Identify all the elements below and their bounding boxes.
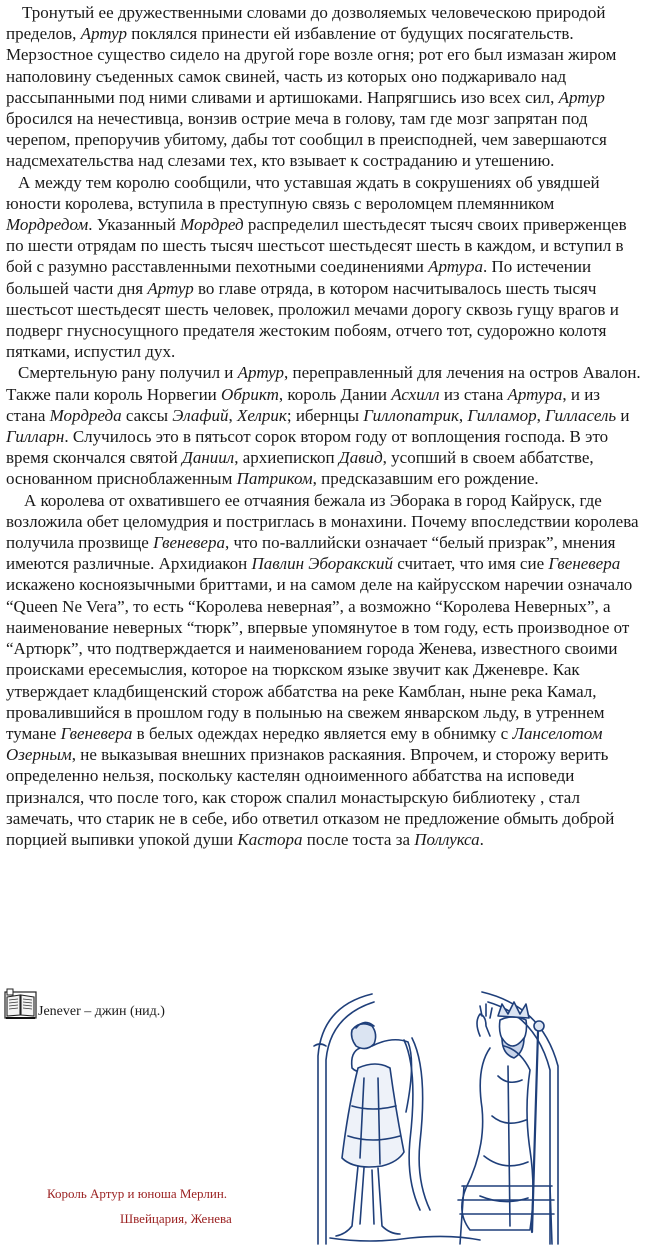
text-run: , не выказывая внешних признаков раскаяния. Впрочем, и сторожу верить определенно нельзя, поскольку кастелян одноименного аббатства на исповеди признался, что после того, как сторож спалил монастырскую библиотеку , стал замечать, что старик не в себе, ибо ответил отказом не предложение обмыть доброй порцией выпивки упокой души xyxy=(6,745,615,849)
text-run: , король Дании xyxy=(278,384,392,404)
text-run: . xyxy=(479,829,484,849)
name-run: Кастора xyxy=(237,829,303,849)
text-run: после тоста за xyxy=(302,829,415,849)
text-run: искажено косноязычными бриттами, и на самом деле на кайрусском наречии означало “Queen Ne Vera”, то есть “Королева неверная”, а возможно “Королева Неверных”, а наименование неверных “тюрк”, впервые упомянутое в том году, есть производное от “Артюрк”, что подтверждается и наименованием города Женева, известного своими происками ересемыслия, которое на тюркском языке звучит как Дженевре. Как утверждает кладбищенский сторож аббатства на реке Камблан, ныне река Камал, провалившийся в прошлом году в полынью на свежем январском льду, в утреннем тумане xyxy=(6,575,633,743)
name-run: Даниил xyxy=(182,448,235,468)
text-run: в белых одеждах нередко является ему в обнимку с xyxy=(132,723,513,743)
text-run: , что по-валлийски означает “белый призрак”, мнения имеются различные. Архидиакон xyxy=(6,533,616,574)
text-run: поклялся принести ей избавление от будущих посягательств. Мерзостное существо сидело на другой горе возле огня; рот его был измазан жиром наполовину съеденных самок свиней, часть из которых оно поджаривало над рассыпанными под ними сливами и артишоками. Напрягшись изо всех сил, xyxy=(6,24,617,107)
text-run: , архиепископ xyxy=(234,448,339,468)
text-run: Тронутый ее дружественными словами до дозволяемых человеческою природой пределов, xyxy=(6,3,606,44)
king-arthur-and-merlin-drawing xyxy=(312,986,564,1246)
footnote xyxy=(4,988,264,1020)
text-run: . Случилось это в пятьсот сорок втором году от воплощения господа. В это время скончался святой xyxy=(6,427,609,468)
text-run: и xyxy=(616,405,630,425)
name-run: Ланселотом Озерным xyxy=(6,723,603,765)
name-run: Асхилл xyxy=(391,384,440,404)
paragraph-1 xyxy=(6,2,642,172)
text-run: распределил шестьдесят тысяч своих приверженцев по шести отрядам по шесть тысяч шестьсот шестьдесят шесть в каждом, и вступил в бой с разумно расставленными пехотными соединениями xyxy=(6,215,627,277)
text-run: бросился на нечестивца, вонзив острие меча в голову, там где мозг запрятан под черепом, препоручив убитому, дабы тот сообщил в преисподней, чем завершаются надсмехательства над слезами тех, кто взывает к состраданию и утешению. xyxy=(6,109,607,171)
name-run: Давид xyxy=(338,448,383,468)
text-run: , усопший в своем аббатстве, основанном присноблаженным xyxy=(6,448,594,489)
name-run: Патриком xyxy=(236,469,313,489)
name-run: Обрикт xyxy=(221,384,279,404)
name-run: Артур xyxy=(147,278,194,298)
paragraph-4 xyxy=(6,490,642,850)
name-run: Артур xyxy=(558,87,605,107)
name-run: Гвеневера xyxy=(153,533,225,553)
name-run: Гилласель xyxy=(545,405,617,425)
name-run: Артура xyxy=(428,257,483,277)
name-run: Гвеневера xyxy=(60,723,133,743)
text-run: , xyxy=(228,405,237,425)
text-run: . Указанный xyxy=(88,215,181,235)
text-run: ; ибернцы xyxy=(286,405,364,425)
text-run: А королева от охватившего ее отчаяния бежала из Эборака в город Кайруск, где возложила обет целомудрия и постриглась в монахини. Почему впоследствии королева получила прозвище xyxy=(6,490,639,553)
name-run: Мордреда xyxy=(49,405,122,425)
text-run: . По истечении большей части дня xyxy=(6,257,592,298)
text-run: , и из стана xyxy=(6,384,601,425)
name-run: Артура xyxy=(507,384,563,404)
caption-title: Король Артур и юноша Мерлин. xyxy=(47,1186,228,1201)
text-run: , xyxy=(536,405,546,425)
name-run: Павлин Эборакский xyxy=(251,554,394,574)
text-run: , предсказавшим его рождение. xyxy=(312,469,539,489)
text-run: саксы xyxy=(121,405,173,425)
name-run: Мордредом xyxy=(6,215,89,235)
paragraph-3 xyxy=(6,362,642,489)
name-run: Хелрик xyxy=(236,405,287,425)
text-run: из стана xyxy=(439,384,508,404)
text-run: , переправленный для лечения на остров Авалон. Также пали король Норвегии xyxy=(6,363,641,404)
name-run: Гилламор xyxy=(467,405,537,425)
name-run: Гиллопатрик xyxy=(363,405,459,425)
name-run: Мордред xyxy=(180,215,244,235)
open-book-icon xyxy=(4,988,38,1020)
text-run: во главе отряда, в котором насчитывалось шесть тысяч шестьсот шестьдесят шесть человек, проложил мечами дорогу сквозь гущу врагов и подверг гнусносущного предателя жестоким побоям, отчего тот, судорожно колотя пятками, испустил дух. xyxy=(6,278,619,362)
name-run: Гилларн xyxy=(6,427,65,447)
name-run: Артур xyxy=(80,24,127,44)
name-run: Артур xyxy=(237,363,284,383)
text-run: Смертельную рану получил и xyxy=(18,363,238,383)
name-run: Элафий xyxy=(172,405,229,425)
caption-location: Швейцария, Женева xyxy=(120,1211,232,1226)
footnote-text: Jenever – джин (нид.) xyxy=(38,1004,165,1019)
main-text xyxy=(6,2,642,850)
text-run: , xyxy=(458,405,468,425)
text-run: А между тем королю сообщили, что уставшая ждать в сокрушениях об увядшей юности королева, вступила в преступную связь с вероломцем племянником xyxy=(6,172,600,213)
name-run: Гвеневера xyxy=(548,554,621,574)
name-run: Поллукса xyxy=(414,829,480,849)
text-run: считает, что имя сие xyxy=(393,554,549,574)
paragraph-2 xyxy=(6,172,642,363)
